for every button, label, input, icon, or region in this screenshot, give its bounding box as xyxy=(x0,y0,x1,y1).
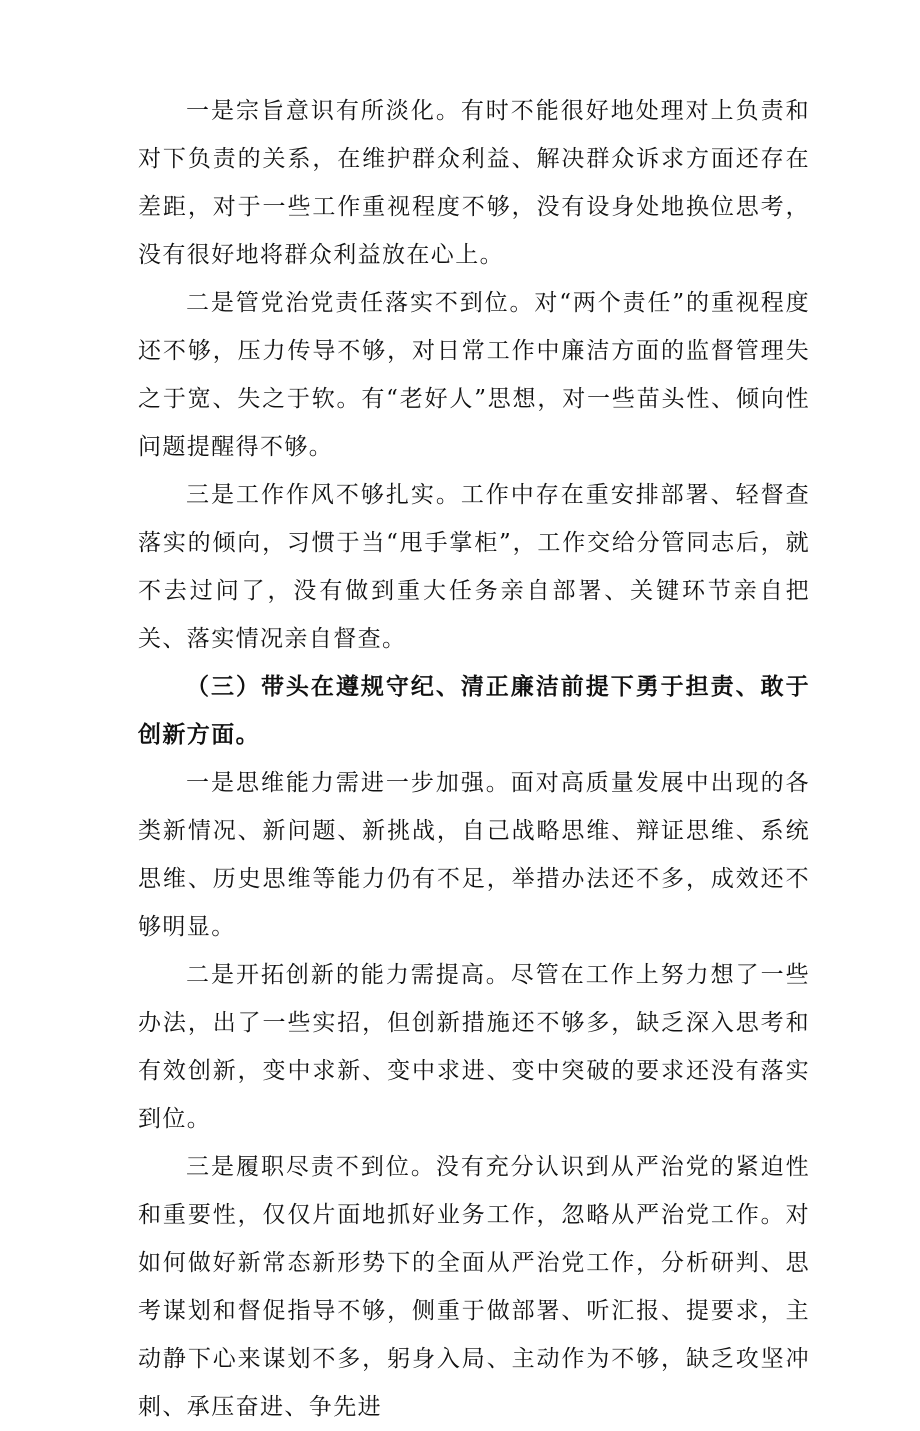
paragraph-party-responsibility: 二是管党治党责任落实不到位。对“两个责任”的重视程度还不够，压力传导不够，对日常工作中廉洁方面的监督管理失之于宽、失之于软。有“老好人”思想，对一些苗头性、倾向性问题提醒得不够。 xyxy=(138,290,810,460)
paragraph-duty-performance: 三是履职尽责不到位。没有充分认识到从严治党的紧迫性和重要性，仅仅片面地抓好业务工作，忽略从严治党工作。对如何做好新常态新形势下的全面从严治党工作，分析研判、思考谋划和督促指导不够，侧重于做部署、听汇报、提要求，主动静下心来谋划不多，躬身入局、主动作为不够，缺乏攻坚冲刺、承压奋进、争先进 xyxy=(138,1154,810,1420)
paragraph-purpose-awareness: 一是宗旨意识有所淡化。有时不能很好地处理对上负责和对下负责的关系，在维护群众利益、解决群众诉求方面还存在差距，对于一些工作重视程度不够，没有设身处地换位思考，没有很好地将群众利益放在心上。 xyxy=(138,98,810,268)
paragraph-innovation-ability: 二是开拓创新的能力需提高。尽管在工作上努力想了一些办法，出了一些实招，但创新措施还不够多，缺乏深入思考和有效创新，变中求新、变中求进、变中突破的要求还没有落实到位。 xyxy=(138,962,810,1132)
section-heading: （三）带头在遵规守纪、清正廉洁前提下勇于担责、敢于创新方面。 xyxy=(138,674,810,748)
paragraph-work-style: 三是工作作风不够扎实。工作中存在重安排部署、轻督查落实的倾向，习惯于当“甩手掌柜”，工作交给分管同志后，就不去过问了，没有做到重大任务亲自部署、关键环节亲自把关、落实情况亲自督查。 xyxy=(138,482,810,652)
document-body xyxy=(138,87,810,1431)
paragraph-thinking-ability: 一是思维能力需进一步加强。面对高质量发展中出现的各类新情况、新问题、新挑战，自己战略思维、辩证思维、系统思维、历史思维等能力仍有不足，举措办法还不多，成效还不够明显。 xyxy=(138,770,810,940)
